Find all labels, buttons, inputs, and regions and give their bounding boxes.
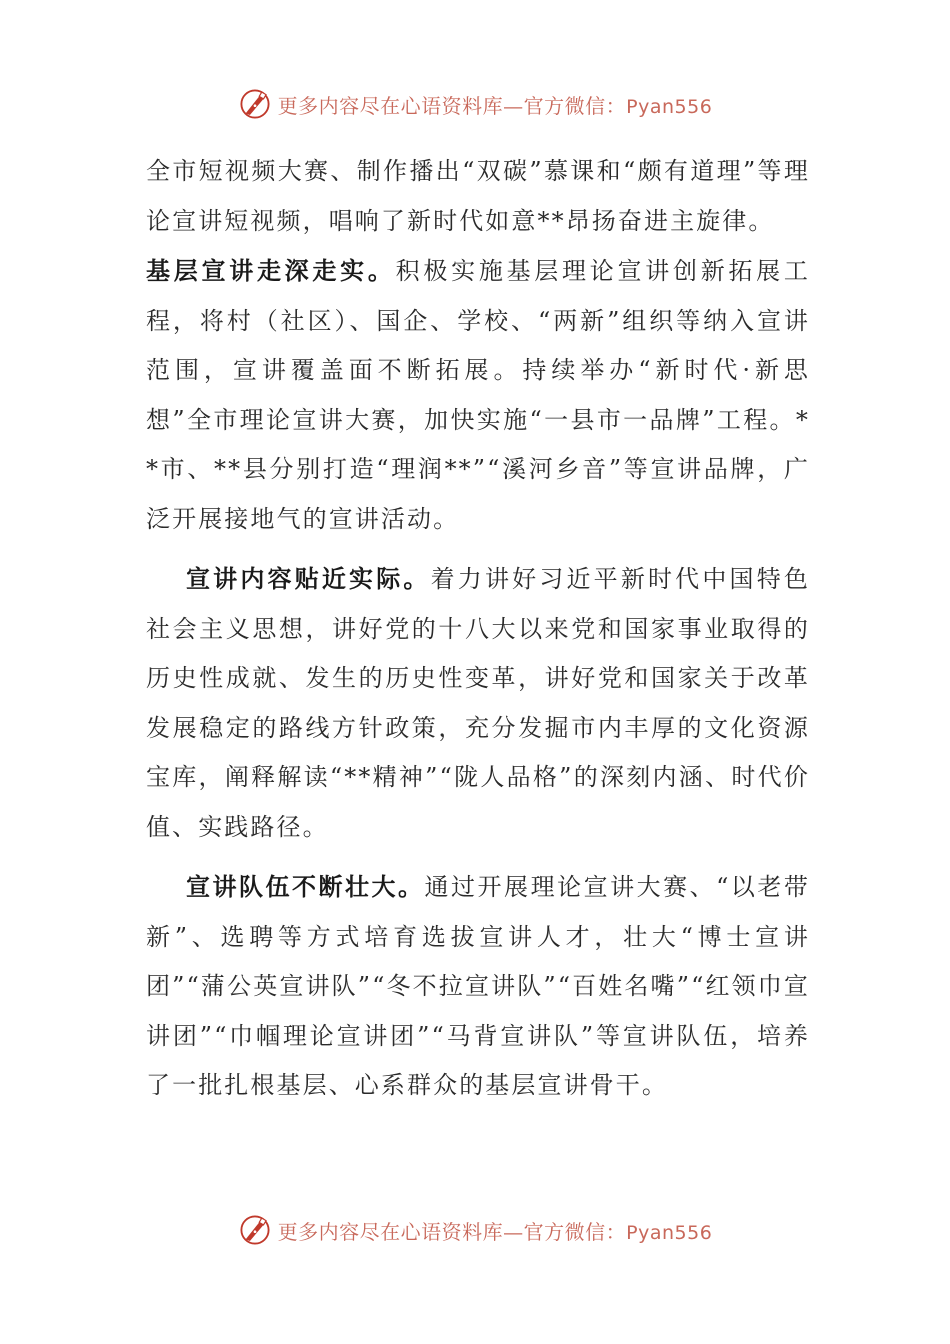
wechat-id: Pyan556	[626, 1221, 713, 1244]
header-banner	[0, 84, 950, 124]
paragraph-lead: 宣讲队伍不断壮大。	[186, 872, 425, 901]
footer-banner	[0, 1210, 950, 1250]
pen-nib-logo-icon	[238, 87, 272, 121]
paragraph	[146, 554, 810, 852]
paragraph	[146, 246, 810, 544]
paragraph-lead: 宣讲内容贴近实际。	[186, 564, 431, 593]
paragraph	[146, 146, 810, 246]
wechat-id: Pyan556	[626, 95, 713, 118]
paragraph-body: 通过开展理论宣讲大赛、“以老带新”、选聘等方式培育选拔宣讲人才，壮大“博士宣讲团”“蒲公英宣讲队”“冬不拉宣讲队”“百姓名嘴”“红领巾宣讲团”“巾帼理论宣讲团”“马背宣讲队”等宣讲队伍，培养了一批扎根基层、心系群众的基层宣讲骨干。	[146, 873, 810, 1099]
paragraph-body: 全市短视频大赛、制作播出“双碳”慕课和“颇有道理”等理论宣讲短视频，唱响了新时代如意**昂扬奋进主旋律。	[146, 157, 810, 235]
paragraph	[146, 862, 810, 1111]
banner-text: 更多内容尽在心语资料库—官方微信：Pyan556	[277, 93, 713, 118]
pen-nib-logo-icon	[238, 1213, 272, 1247]
banner-text: 更多内容尽在心语资料库—官方微信：Pyan556	[277, 1219, 713, 1244]
paragraph-body: 积极实施基层理论宣讲创新拓展工程，将村（社区）、国企、学校、“两新”组织等纳入宣讲范围，宣讲覆盖面不断拓展。持续举办“新时代·新思想”全市理论宣讲大赛，加快实施“一县市一品牌”工程。**市、**县分别打造“理润**”“溪河乡音”等宣讲品牌，广泛开展接地气的宣讲活动。	[146, 257, 811, 533]
paragraph-body: 着力讲好习近平新时代中国特色社会主义思想，讲好党的十八大以来党和国家事业取得的历史性成就、发生的历史性变革，讲好党和国家关于改革发展稳定的路线方针政策，充分发掘市内丰厚的文化资源宝库，阐释解读“**精神”“陇人品格”的深刻内涵、时代价值、实践路径。	[146, 565, 810, 841]
paragraph-lead: 基层宣讲走深走实。	[146, 256, 396, 285]
document-body	[146, 146, 810, 1111]
